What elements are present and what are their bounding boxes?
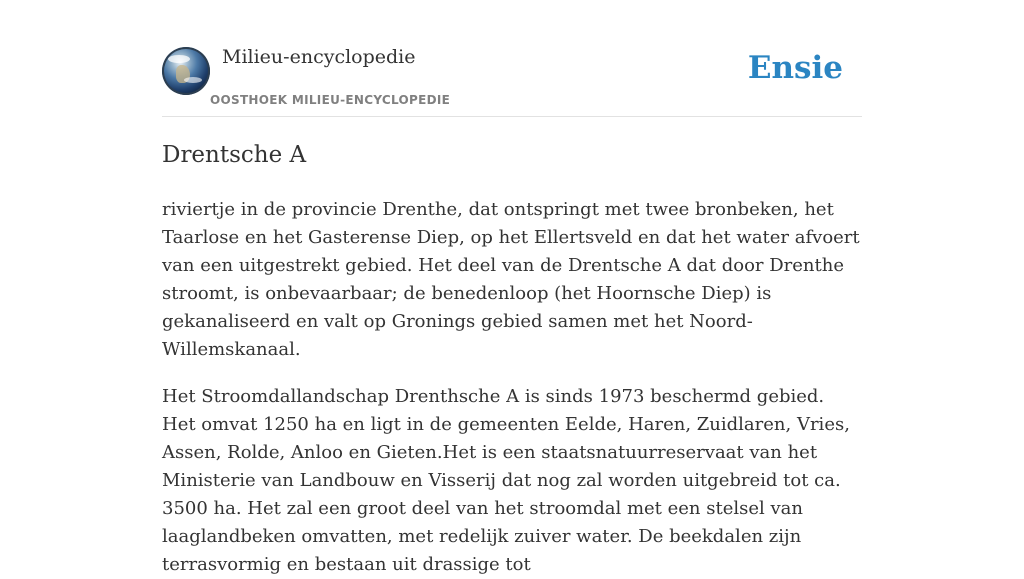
- article-paragraph: riviertje in de provincie Drenthe, dat ontspringt met twee bronbeken, het Taarlose en het Gasterense Diep, op het Ellertsveld en dat het water afvoert van een uitgestrekt gebied. Het deel van de Drentsche A dat door Drenthe stroomt, is onbevaarbaar; de benedenloop (het Hoornsche Diep) is gekanaliseerd en valt op Gronings gebied samen met het Noord-Willemskanaal.: [162, 199, 860, 360]
- site-header: [162, 0, 862, 117]
- earth-globe-icon[interactable]: [162, 47, 210, 95]
- article-paragraph: Het Stroomdallandschap Drenthsche A is sinds 1973 beschermd gebied. Het omvat 1250 ha en ligt in de gemeenten Eelde, Haren, Zuidlaren, Vries, Assen, Rolde, Anloo en Gieten.Het is een staatsnatuurreservaat van het Ministerie van Landbouw en Visserij dat nog zal worden uitgebreid tot ca. 3500 ha. Het zal een groot deel van het stroomdal met een stelsel van laaglandbeken omvatten, met redelijk zuiver water. De beekdalen zijn terrasvormig en bestaan uit drassige tot: [162, 386, 850, 575]
- logo-cloud: [184, 77, 202, 83]
- site-title[interactable]: Milieu-encyclopedie: [222, 46, 416, 68]
- brand-logo-link[interactable]: Ensie: [747, 50, 843, 86]
- logo-cloud: [168, 55, 190, 63]
- site-subtitle: OOSTHOEK MILIEU-ENCYCLOPEDIE: [210, 93, 451, 107]
- article: [162, 136, 862, 579]
- article-title: Drentsche A: [162, 142, 307, 168]
